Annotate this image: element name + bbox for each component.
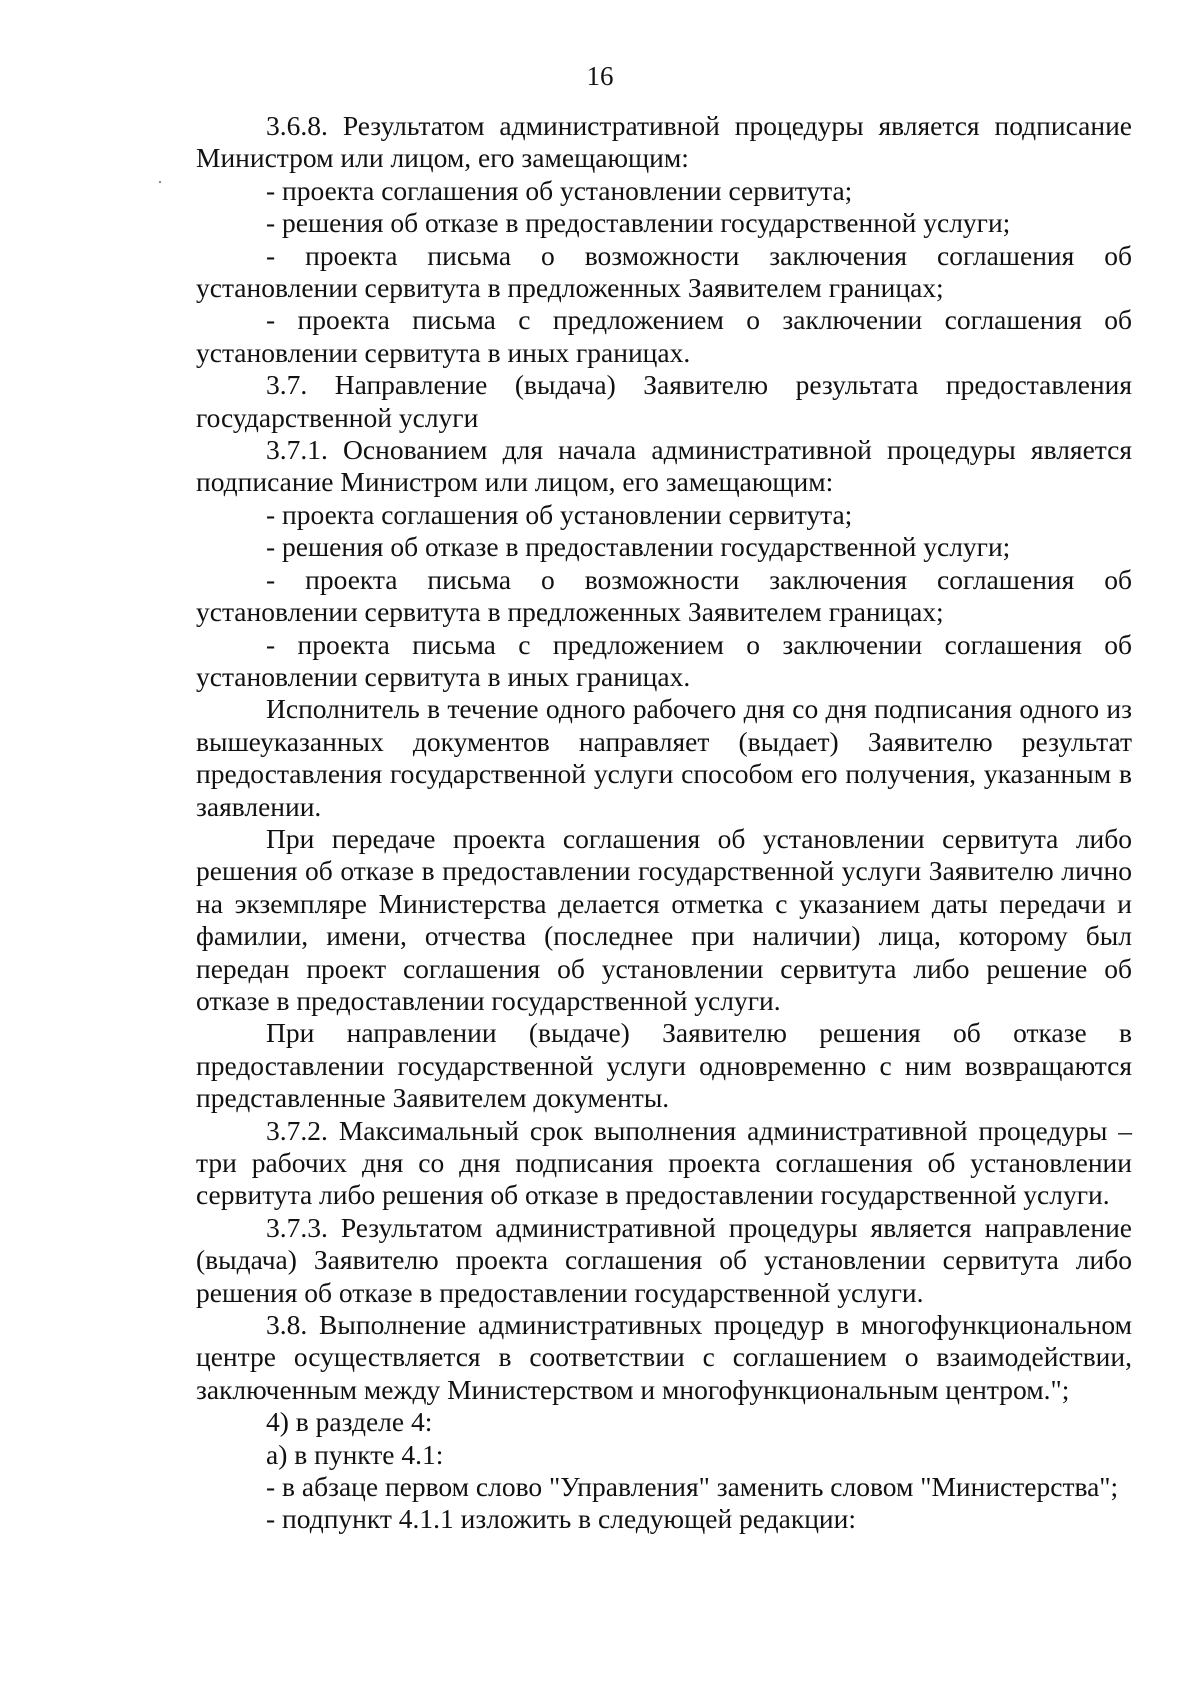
list-item: - подпункт 4.1.1 изложить в следующей редакции:: [266, 1503, 857, 1535]
paragraph-3-8: 3.8. Выполнение административных процедур в многофункциональном центре осуществляется в соответствии с соглашением о взаимодействии, заключенным между Министерством и многофункциональным центром.";: [196, 1309, 1132, 1405]
list-item: - проекта соглашения об установлении сервитута;: [266, 174, 853, 206]
list-item: - проекта письма о возможности заключения соглашения об установлении сервитута в предложенных Заявителем границах;: [196, 239, 1132, 304]
paragraph-3-7-3: 3.7.3. Результатом административной процедуры является направление (выдача) Заявителю проекта соглашения об установлении сервитута либо решения об отказе в предоставлении государственной услуги.: [196, 1211, 1132, 1308]
paragraph-point-4-1: а) в пункте 4.1:: [266, 1438, 444, 1470]
list-item: - решения об отказе в предоставлении государственной услуги;: [266, 531, 1011, 563]
list-item: - проекта соглашения об установлении сервитута;: [266, 498, 853, 530]
paragraph-3-7-1: 3.7.1. Основанием для начала административной процедуры является подписание Министром или лицом, его замещающим:: [196, 434, 1132, 498]
page-number: 16: [586, 61, 614, 91]
paragraph-executor: Исполнитель в течение одного рабочего дня со дня подписания одного из вышеуказанных документов направляет (выдает) Заявителю результат предоставления государственной услуги способом его получения, указанным в заявлении.: [196, 693, 1132, 822]
list-item: - решения об отказе в предоставлении государственной услуги;: [266, 207, 1011, 239]
section-heading-3-7: 3.7. Направление (выдача) Заявителю результата предоставления государственной услуги: [196, 369, 1132, 433]
list-item: - в абзаце первом слово "Управления" заменить словом "Министерства";: [266, 1471, 1119, 1503]
scan-speck: [159, 181, 161, 183]
list-item: - проекта письма о возможности заключения соглашения об установлении сервитута в предложенных Заявителем границах;: [196, 563, 1132, 628]
paragraph-section-4: 4) в разделе 4:: [266, 1406, 433, 1438]
list-item: - проекта письма с предложением о заключении соглашения об установлении сервитута в иных границах.: [196, 628, 1132, 692]
paragraph-3-7-2: 3.7.2. Максимальный срок выполнения административной процедуры – три рабочих дня со дня подписания проекта соглашения об установлении сервитута либо решения об отказе в предоставлении государственной услуги.: [196, 1114, 1132, 1211]
paragraph-3-6-8: 3.6.8. Результатом административной процедуры является подписание Министром или лицом, его замещающим:: [196, 110, 1132, 174]
paragraph-refusal-return: При направлении (выдаче) Заявителю решения об отказе в предоставлении государственной услуги одновременно с ним возвращаются представленные Заявителем документы.: [196, 1017, 1132, 1114]
list-item: - проекта письма с предложением о заключении соглашения об установлении сервитута в иных границах.: [196, 304, 1132, 368]
document-body: [196, 110, 1132, 1536]
paragraph-transfer: При передаче проекта соглашения об установлении сервитута либо решения об отказе в предоставлении государственной услуги Заявителю лично на экземпляре Министерства делается отметка с указанием даты передачи и фамилии, имени, отчества (последнее при наличии) лица, которому был передан проект соглашения об установлении сервитута либо решение об отказе в предоставлении государственной услуги.: [196, 822, 1132, 1016]
